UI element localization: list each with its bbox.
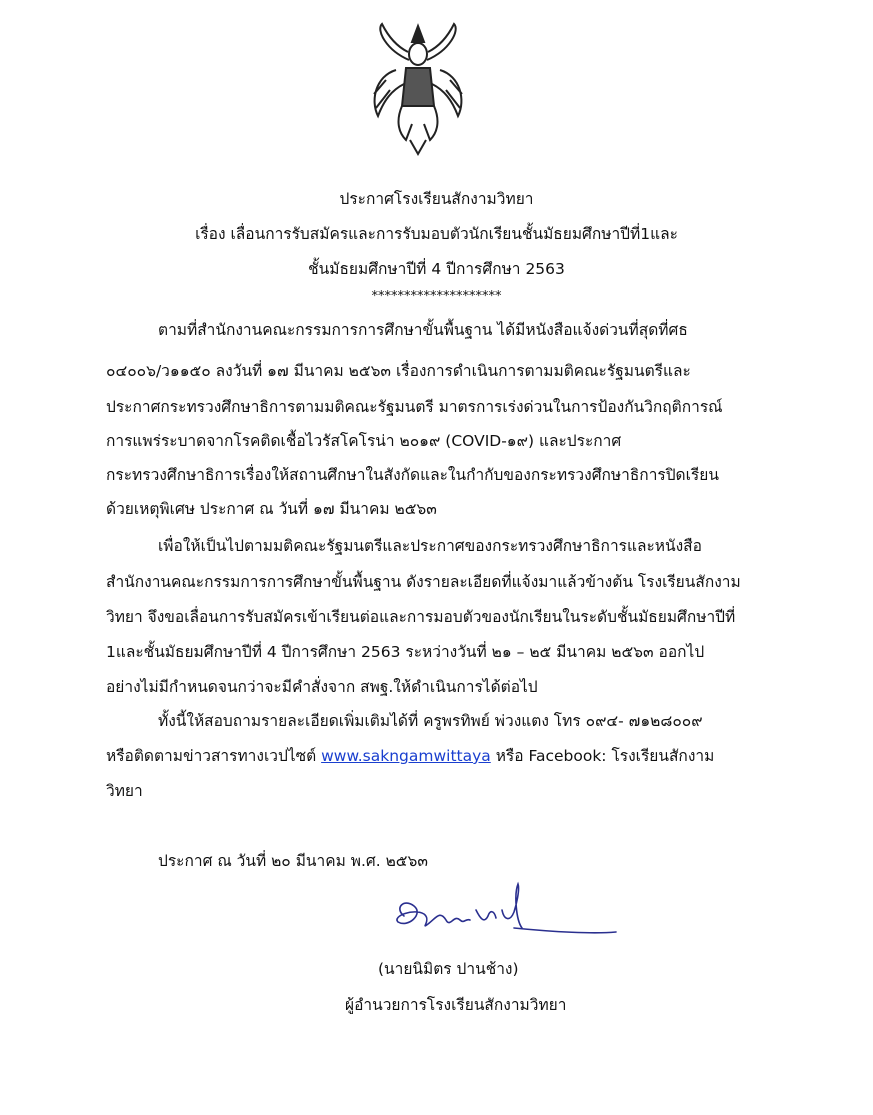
subject-line-2: ชั้นมัธยมศึกษาปีที่ 4 ปีการศึกษา 2563 <box>308 260 565 278</box>
signer-name: (นายนิมิตร ปานช้าง) <box>378 960 519 978</box>
paragraph-2-line: 1และชั้นมัธยมศึกษาปีที่ 4 ปีการศึกษา 2563 ระหว่างวันที่ ๒๑ – ๒๕ มีนาคม ๒๕๖๓ ออกไป <box>106 643 705 661</box>
announcement-date: ประกาศ ณ วันที่ ๒๐ มีนาคม พ.ศ. ๒๕๖๓ <box>158 852 428 870</box>
paragraph-3-line: ทั้งนี้ให้สอบถามรายละเอียดเพิ่มเติมได้ที่ ครูพรทิพย์ พ่วงแตง โทร ๐๙๔- ๗๑๒๘๐๐๙ <box>158 712 703 730</box>
website-link[interactable]: www.sakngamwittaya <box>321 747 491 765</box>
paragraph-2-line: เพื่อให้เป็นไปตามมติคณะรัฐมนตรีและประกาศของกระทรวงศึกษาธิการและหนังสือ <box>158 537 702 555</box>
signature-icon <box>384 880 620 950</box>
paragraph-2-line: อย่างไม่มีกำหนดจนกว่าจะมีคำสั่งจาก สพฐ.ให้ดำเนินการได้ต่อไป <box>106 678 538 696</box>
garuda-emblem-icon <box>366 20 470 160</box>
paragraph-1-line: ตามที่สำนักงานคณะกรรมการการศึกษาขั้นพื้นฐาน ได้มีหนังสือแจ้งด่วนที่สุดที่ศธ <box>158 321 688 339</box>
paragraph-3-line: วิทยา <box>106 782 143 800</box>
separator: ******************** <box>371 289 502 304</box>
announcement-title: ประกาศโรงเรียนสักงามวิทยา <box>339 190 534 208</box>
signer-title: ผู้อำนวยการโรงเรียนสักงามวิทยา <box>345 996 567 1014</box>
contact-prefix: หรือติดตามข่าวสารทางเวปไซต์ <box>106 747 322 765</box>
contact-suffix: หรือ Facebook: โรงเรียนสักงาม <box>490 747 715 765</box>
subject-line-1: เรื่อง เลื่อนการรับสมัครและการรับมอบตัวนักเรียนชั้นมัธยมศึกษาปีที่1และ <box>195 225 678 243</box>
paragraph-2-line: สำนักงานคณะกรรมการการศึกษาขั้นพื้นฐาน ดังรายละเอียดที่แจ้งมาแล้วข้างต้น โรงเรียนสักงาม <box>106 573 741 591</box>
paragraph-1-line: กระทรวงศึกษาธิการเรื่องให้สถานศึกษาในสังกัดและในกำกับของกระทรวงศึกษาธิการปิดเรียน <box>106 466 719 484</box>
paragraph-1-line: ๐๔๐๐๖/ว๑๑๕๐ ลงวันที่ ๑๗ มีนาคม ๒๕๖๓ เรื่องการดำเนินการตามมติคณะรัฐมนตรีและ <box>106 362 691 380</box>
paragraph-2-line: วิทยา จึงขอเลื่อนการรับสมัครเข้าเรียนต่อและการมอบตัวของนักเรียนในระดับชั้นมัธยมศึกษาปีที่ <box>106 608 736 626</box>
paragraph-1-line: ประกาศกระทรวงศึกษาธิการตามมติคณะรัฐมนตรี มาตรการเร่งด่วนในการป้องกันวิกฤติการณ์ <box>106 398 723 416</box>
paragraph-1-line: ด้วยเหตุพิเศษ ประกาศ ณ วันที่ ๑๗ มีนาคม ๒๕๖๓ <box>106 500 437 518</box>
paragraph-3-line <box>106 746 714 766</box>
paragraph-1-line: การแพร่ระบาดจากโรคติดเชื้อไวรัสโคโรน่า ๒๐๑๙ (COVID-๑๙) และประกาศ <box>106 432 622 450</box>
